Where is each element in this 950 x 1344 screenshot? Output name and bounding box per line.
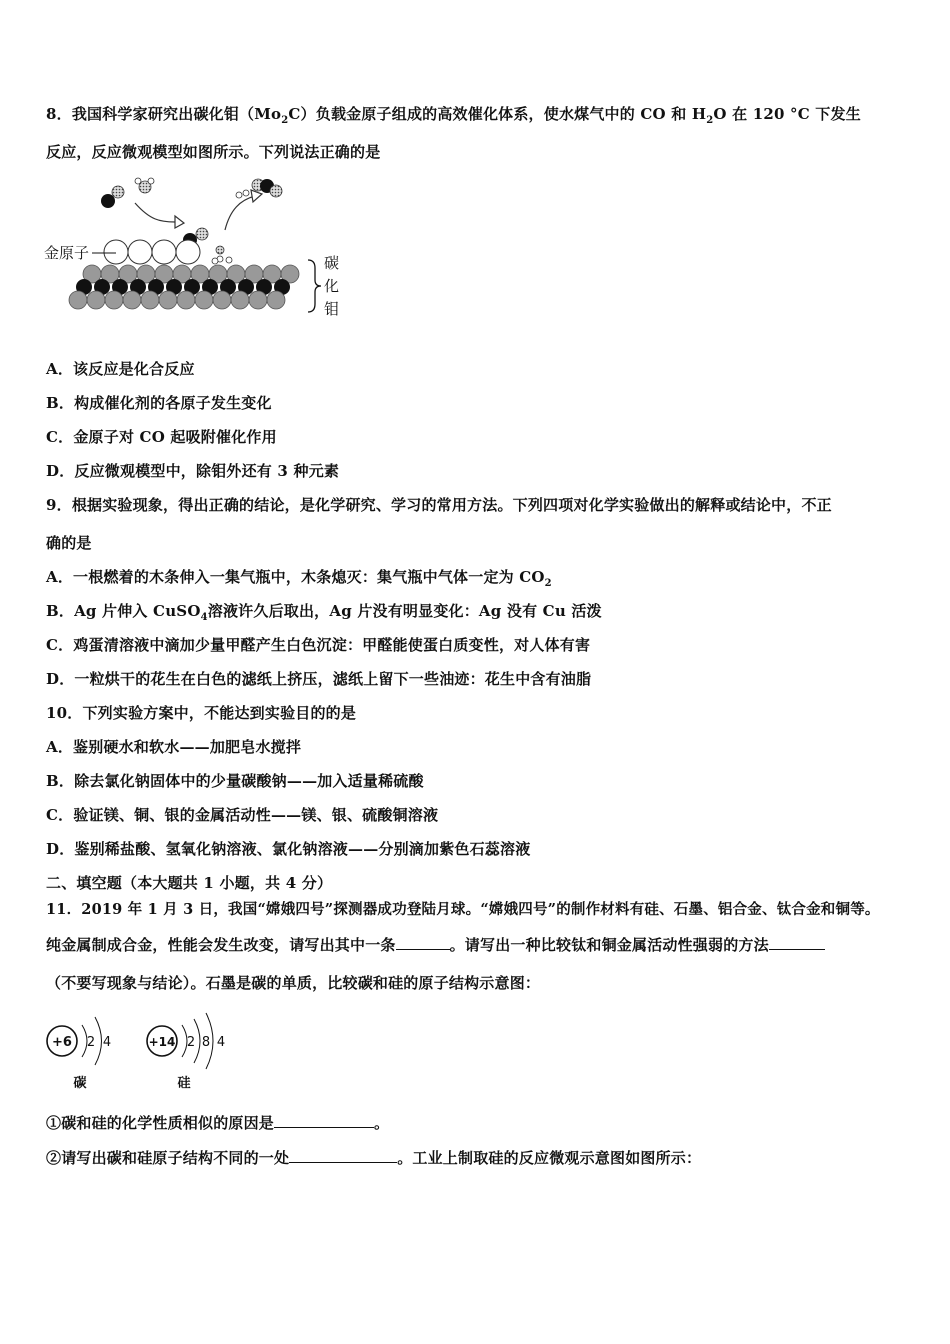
silicon-shell-2: 8: [201, 1035, 211, 1050]
q8-option-b: B．构成催化剂的各原子发生变化: [46, 394, 272, 412]
h2-molecule-outgoing: [236, 190, 249, 198]
gold-atom-label: 金原子: [44, 244, 90, 262]
section-heading: 二、填空题（本大题共 1 小题，共 4 分）: [46, 874, 333, 892]
carbon-shell-2: 4: [102, 1035, 112, 1050]
q9-stem-line1: 9．根据实验现象，得出正确的结论，是化学研究、学习的常用方法。下列四项对化学实验做出的解释或结论中，不正: [46, 496, 832, 514]
carbon-label: 碳: [73, 1076, 87, 1091]
answer-blank-2[interactable]: [769, 935, 825, 950]
atomic-structure-figure: [40, 1005, 260, 1095]
q9-stem-line2: 确的是: [46, 534, 92, 552]
q9-option-b: B．Ag 片伸入 CuSO$_4$溶液许久后取出，Ag 片没有明显变化：Ag 没有 Cu 活泼: [46, 602, 602, 623]
q10-option-b: B．除去氯化钠固体中的少量碳酸钠——加入适量稀硫酸: [46, 772, 424, 790]
q8-stem-line1: 8．我国科学家研究出碳化钼$(Mo_2C)$负载金原子组成的高效催化体系，使水煤气中的 CO 和 $H_2O$ 在 120 °C 下发生: [46, 105, 861, 126]
co-molecule-incoming: [101, 186, 124, 208]
q8-option-c: C．金原子对 CO 起吸附催化作用: [46, 428, 277, 446]
q10-option-c: C．验证镁、铜、银的金属活动性——镁、银、硫酸铜溶液: [46, 806, 439, 824]
answer-blank-4[interactable]: [289, 1148, 397, 1163]
silicon-shell-3: 4: [216, 1035, 226, 1050]
q8-stem-line2: 反应，反应微观模型如图所示。下列说法正确的是: [46, 143, 381, 161]
silicon-nucleus-charge: +14: [148, 1035, 176, 1049]
q8-reaction-figure: [40, 170, 360, 330]
brace-icon: [308, 260, 321, 312]
silicon-label: 硅: [177, 1076, 191, 1091]
gold-atoms: [104, 240, 200, 264]
q9-option-a: A．一根燃着的木条伸入一集气瓶中，木条熄灭：集气瓶中气体一定为 $CO_2$: [46, 568, 552, 589]
carbon-atom-diagram: [47, 1017, 111, 1091]
q9-option-c: C．鸡蛋清溶液中滴加少量甲醛产生白色沉淀：甲醛能使蛋白质变性，对人体有害: [46, 636, 591, 654]
mo-carbide-label-2: 化: [324, 277, 340, 295]
q11-line2: 纯金属制成合金，性能会发生改变，请写出其中一条 。请写出一种比较钛和铜金属活动性强弱的方法: [46, 934, 825, 955]
q11-sub2: ②请写出碳和硅原子结构不同的一处 。工业上制取硅的反应微观示意图如图所示：: [46, 1149, 702, 1167]
arrow-up-icon: [225, 196, 255, 230]
answer-blank-1[interactable]: [396, 935, 450, 950]
answer-blank-3[interactable]: [274, 1113, 374, 1128]
q11-sub1: ①碳和硅的化学性质相似的原因是 。: [46, 1114, 390, 1132]
q11-line3: （不要写现象与结论）。石墨是碳的单质，比较碳和硅的原子结构示意图：: [46, 974, 541, 992]
carbon-nucleus-charge: +6: [52, 1035, 72, 1050]
silicon-shell-1: 2: [186, 1035, 196, 1050]
mo-carbide-label-3: 钼: [324, 300, 340, 318]
q9-option-d: D．一粒烘干的花生在白色的滤纸上挤压，滤纸上留下一些油迹：花生中含有油脂: [46, 670, 592, 688]
q10-option-a: A．鉴别硬水和软水——加肥皂水搅拌: [46, 738, 302, 756]
q10-option-d: D．鉴别稀盐酸、氢氧化钠溶液、氯化钠溶液——分别滴加紫色石蕊溶液: [46, 840, 531, 858]
carbon-shell-1: 2: [86, 1035, 96, 1050]
q11-line1: 11．2019 年 1 月 3 日，我国“嫦娥四号”探测器成功登陆月球。“嫦娥四号”的制作材料有硅、石墨、铝合金、钛合金和铜等。: [46, 901, 880, 918]
arrow-down-icon: [135, 203, 175, 222]
h2o-adsorbed: [212, 246, 232, 264]
silicon-atom-diagram: [147, 1013, 225, 1091]
mo-carbide-label-1: 碳: [324, 254, 340, 272]
q8-option-d: D．反应微观模型中，除钼外还有 3 种元素: [46, 462, 340, 480]
q8-option-a: A．该反应是化合反应: [46, 360, 195, 378]
h2o-molecule-incoming: [135, 178, 154, 193]
q10-stem: 10．下列实验方案中，不能达到实验目的的是: [46, 704, 357, 722]
